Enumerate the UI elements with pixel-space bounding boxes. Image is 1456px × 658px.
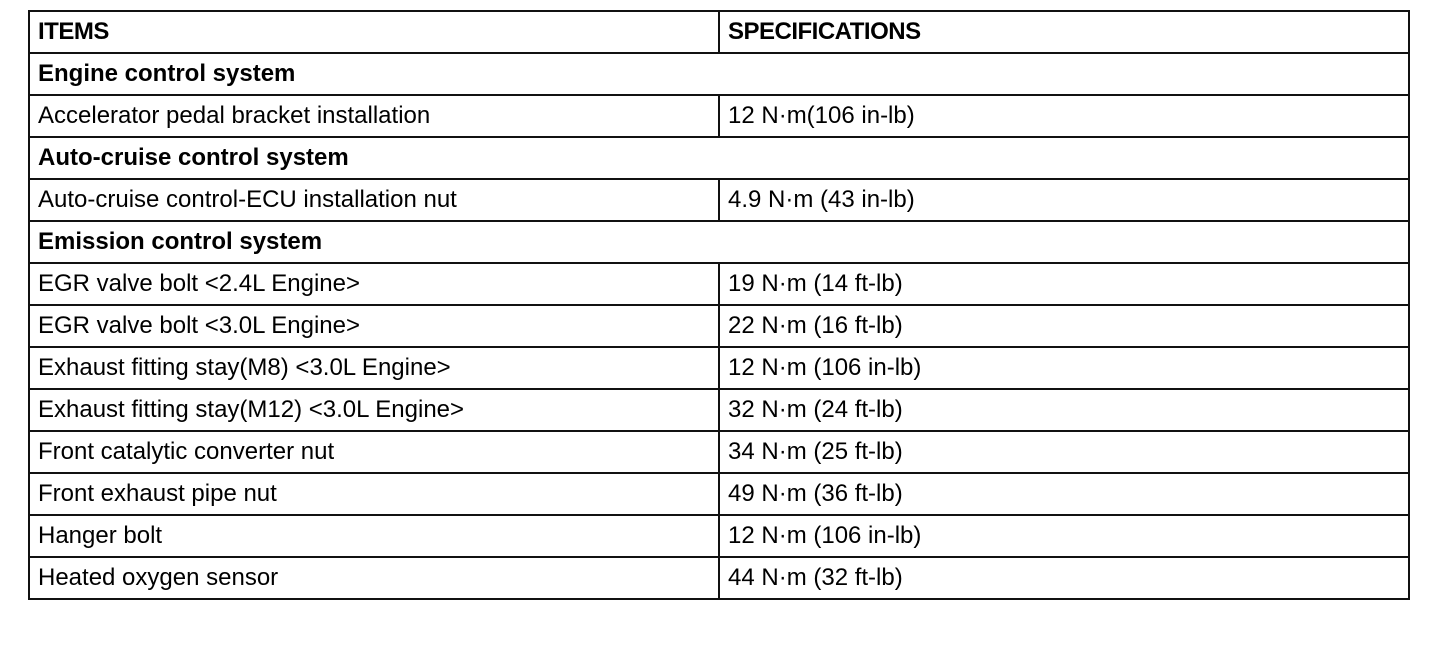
torque-specifications-table (28, 10, 1410, 600)
item-cell: Heated oxygen sensor (29, 557, 719, 599)
item-cell: Exhaust fitting stay(M12) <3.0L Engine> (29, 389, 719, 431)
section-label: Engine control system (29, 53, 1409, 95)
specification-cell: 12 N·m(106 in-lb) (719, 95, 1409, 137)
section-row (29, 221, 1409, 263)
item-cell: EGR valve bolt <2.4L Engine> (29, 263, 719, 305)
specification-cell: 22 N·m (16 ft-lb) (719, 305, 1409, 347)
items-column-header: ITEMS (29, 11, 719, 53)
item-cell: Auto-cruise control-ECU installation nut (29, 179, 719, 221)
table-row (29, 389, 1409, 431)
section-row (29, 137, 1409, 179)
specification-cell: 44 N·m (32 ft-lb) (719, 557, 1409, 599)
specification-cell: 4.9 N·m (43 in-lb) (719, 179, 1409, 221)
table-row (29, 557, 1409, 599)
table-row (29, 263, 1409, 305)
table-row (29, 515, 1409, 557)
specifications-column-header: SPECIFICATIONS (719, 11, 1409, 53)
table-row (29, 305, 1409, 347)
section-label: Emission control system (29, 221, 1409, 263)
specification-cell: 34 N·m (25 ft-lb) (719, 431, 1409, 473)
table-row (29, 95, 1409, 137)
table-row (29, 473, 1409, 515)
specification-cell: 12 N·m (106 in-lb) (719, 515, 1409, 557)
specification-cell: 19 N·m (14 ft-lb) (719, 263, 1409, 305)
item-cell: Accelerator pedal bracket installation (29, 95, 719, 137)
table-header-row (29, 11, 1409, 53)
specification-cell: 12 N·m (106 in-lb) (719, 347, 1409, 389)
section-row (29, 53, 1409, 95)
section-label: Auto-cruise control system (29, 137, 1409, 179)
table-body (29, 53, 1409, 599)
item-cell: Front exhaust pipe nut (29, 473, 719, 515)
item-cell: Exhaust fitting stay(M8) <3.0L Engine> (29, 347, 719, 389)
item-cell: Front catalytic converter nut (29, 431, 719, 473)
item-cell: EGR valve bolt <3.0L Engine> (29, 305, 719, 347)
specification-cell: 49 N·m (36 ft-lb) (719, 473, 1409, 515)
table-row (29, 431, 1409, 473)
table-row (29, 347, 1409, 389)
item-cell: Hanger bolt (29, 515, 719, 557)
specification-cell: 32 N·m (24 ft-lb) (719, 389, 1409, 431)
table-row (29, 179, 1409, 221)
